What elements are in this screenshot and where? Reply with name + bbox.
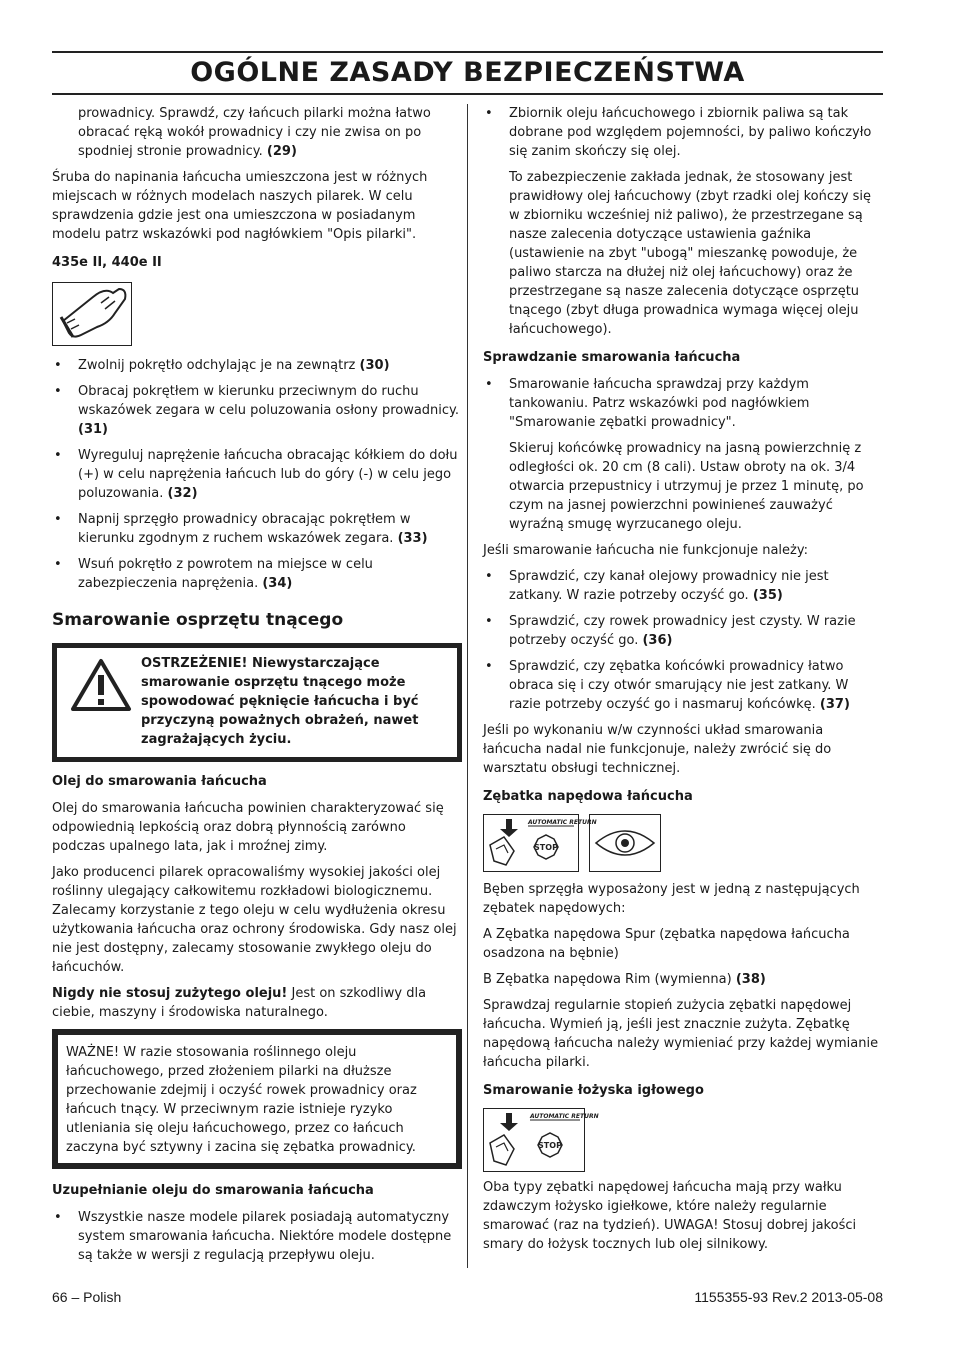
list-item: • Sprawdzić, czy kanał olejowy prowadnicy nie jest zatkany. W razie potrzeby oczyść go. (35) — [485, 569, 829, 603]
refill-heading: Uzupełnianie oleju do smarowania łańcucha — [52, 1183, 374, 1198]
page-title: OGÓLNE ZASADY BEZPIECZEŃSTWA — [190, 57, 745, 88]
paragraph-tension-screw: Śruba do napinania łańcucha umieszczona jest w różnych miejscach w różnych modelach naszych pilarek. W celu sprawdzenia gdzie jest ona umieszczona w posiadanym modelu patrz wskazówki pod nagłówkiem "Opis pilarki". — [52, 170, 428, 242]
option-b: B Zębatka napędowa Rim (wymienna) (38) — [483, 972, 766, 987]
list-item: • Wyreguluj naprężenie łańcucha obracając kółkiem do dołu (+) w celu naprężenia łańcuch lub do góry (-) w celu jego poluzowania. (32) — [54, 448, 458, 501]
list-item: • Wsuń pokrętło z powrotem na miejsce w celu zabezpieczenia naprężenia. (34) — [54, 557, 373, 591]
sprocket-icons — [483, 814, 883, 872]
right-column — [483, 104, 883, 1261]
check-heading: Sprawdzanie smarowania łańcucha — [483, 350, 741, 365]
footer-document-id: 1155355-93 Rev.2 2013-05-08 — [694, 1289, 883, 1305]
auto-return-label: AUTOMATIC RETURN — [530, 1113, 599, 1120]
list-item: • Napnij sprzęgło prowadnicy obracając pokrętłem w kierunku zgodnym z ruchem wskazówek zegara. (33) — [54, 512, 428, 546]
paragraph-tank-note: To zabezpieczenie zakłada jednak, że stosowany jest prawidłowy olej łańcuchowy (zbyt rzadki olej kończy się w zbiorniku wcześniej niż paliwo), że przestrzegane są nasze zalecenia dotyczące ustawienia gaźnika (ustawienie na zbyt "ubogą" mieszankę powoduje, że paliwo starcza na dłużej niż olej łańcuchowy) oraz że przestrzegane są nasze zalecenia dotyczące osprzętu tnącego (zbyt długa prowadnica wymaga więcej oleju łańcuchowego). — [509, 170, 872, 337]
paragraph-service-workshop: Jeśli po wykonaniu w/w czynności układ smarowania łańcucha nadal nie funkcjonuje, należy zwrócić się do warsztatu obsługi technicznej. — [483, 723, 832, 776]
stop-engine-icon — [483, 814, 597, 872]
left-column — [52, 104, 462, 1272]
glove-icon — [52, 282, 132, 346]
sprocket-heading: Zębatka napędowa łańcucha — [483, 789, 693, 804]
stop-engine-icon — [483, 1108, 599, 1172]
stop-label: STOP — [538, 1141, 562, 1150]
important-note-box: WAŻNE! W razie stosowania roślinnego oleju łańcuchowego, przed złożeniem pilarki na dłuższe przechowanie zdejmij i oczyść rowek prowadnicy oraz łańcuch tnący. W przeciwnym razie istnieje ryzyko utleniania się oleju łańcuchowego, przez co łańcuch zaczyna być sztywny i zacina się zębatka prowadnicy. — [52, 1029, 462, 1169]
paragraph-guide-check: prowadnicy. Sprawdź, czy łańcuch pilarki można łatwo obracać ręką wokół prowadnicy i czy nie zwisa on po spodniej stronie prowadnicy. (29) — [78, 106, 431, 159]
paragraph-wear: Sprawdzaj regularnie stopień zużycia zębatki napędowej łańcucha. Wymień ją, jeśli jest znacznie zużyta. Zębatkę napędową łańcucha należy wymieniać przy każdej wymianie łańcucha pilarki. — [483, 998, 879, 1070]
list-item: • Zbiornik oleju łańcuchowego i zbiornik paliwa są tak dobrane pod względem pojemności, by paliwo kończyło się zanim skończy się olej. — [485, 106, 872, 159]
paragraph-oil-1: Olej do smarowania łańcucha powinien charakteryzować się odpowiednią lepkością oraz dobrą płynnością zarówno podczas upalnego lata, jak i mroźnej zimy. — [52, 801, 444, 854]
footer-page-number: 66 – Polish — [52, 1289, 122, 1305]
warning-box — [52, 643, 462, 762]
list-item: • Sprawdzić, czy zębatka końcówki prowadnicy łatwo obraca się i czy otwór smarujący nie jest zatkany. W razie potrzeby oczyść go i nasmaruj końcówkę. (37) — [485, 659, 850, 712]
column-divider — [467, 104, 468, 1268]
list-item: • Sprawdzić, czy rowek prowadnicy jest czysty. W razie potrzeby oczyść go. (36) — [485, 614, 856, 648]
list-item: • Smarowanie łańcucha sprawdzaj przy każdym tankowaniu. Patrz wskazówki pod nagłówkiem "Smarowanie zębatki prowadnicy". — [485, 377, 810, 430]
oil-heading: Olej do smarowania łańcucha — [52, 774, 267, 789]
paragraph-bearing: Oba typy zębatki napędowej łańcucha mają przy wałku zdawczym łożysko igiełkowe, które należy regularnie smarować (raz na tydzień). UWAGA! Stosuj dobrej jakości smary do łożysk tocznych lub olej silnikowy. — [483, 1180, 857, 1252]
section-title: Smarowanie osprzętu tnącego — [52, 610, 344, 630]
warning-triangle-icon — [65, 654, 137, 749]
auto-return-label: AUTOMATIC RETURN — [528, 819, 597, 826]
list-item: • Obracaj pokrętłem w kierunku przeciwnym do ruchu wskazówek zegara w celu poluzowania osłony prowadnicy. (31) — [54, 384, 460, 437]
header-rule-top — [52, 51, 883, 53]
header-rule-bottom — [52, 93, 883, 95]
paragraph-if-not-working: Jeśli smarowanie łańcucha nie funkcjonuje należy: — [483, 543, 808, 558]
eye-icon — [589, 814, 661, 872]
warning-text: OSTRZEŻENIE! Niewystarczające smarowanie osprzętu tnącego może spowodować pęknięcie łańcucha i być przyczyną poważnych obrażeń, nawet zagrażających życiu. — [141, 656, 419, 747]
list-item: • Wszystkie nasze modele pilarek posiadają automatyczny system smarowania łańcucha. Niektóre modele dostępne są także w wersji z regulacją przepływu oleju. — [54, 1210, 452, 1263]
stop-label: STOP — [534, 843, 558, 852]
model-heading: 435e II, 440e II — [52, 255, 162, 270]
option-a: A Zębatka napędowa Spur (zębatka napędowa łańcucha osadzona na bębnie) — [483, 927, 850, 961]
paragraph-check-procedure: Skieruj końcówkę prowadnicy na jasną powierzchnię z odległości ok. 20 cm (8 cali). Ustaw obroty na ok. 3/4 otwarcia przepustnicy i utrzymuj je przez 1 minutę, po czym na jasnej powierzchni powinieneś zauważyć wyraźną smugę wyrzucanego oleju. — [509, 441, 864, 532]
bearing-heading: Smarowanie łożyska igłowego — [483, 1083, 704, 1098]
paragraph-oil-2: Jako producenci pilarek opracowaliśmy wysokiej jakości olej roślinny ulegający całkowitemu rozkładowi biologicznemu. Zalecamy korzystanie z tego oleju w celu wydłużenia okresu użytkowania łańcucha oraz ochrony środowiska. Gdy nasz olej nie jest dostępny, zalecamy stosowanie zwykłego oleju do łańcuchów. — [52, 865, 457, 975]
paragraph-drum: Bęben sprzęgła wyposażony jest w jedną z następujących zębatek napędowych: — [483, 882, 860, 916]
list-item: • Zwolnij pokrętło odchylając je na zewnątrz (30) — [54, 358, 390, 373]
paragraph-never-used-oil: Nigdy nie stosuj zużytego oleju! Jest on szkodliwy dla ciebie, maszyny i środowiska naturalnego. — [52, 986, 427, 1020]
